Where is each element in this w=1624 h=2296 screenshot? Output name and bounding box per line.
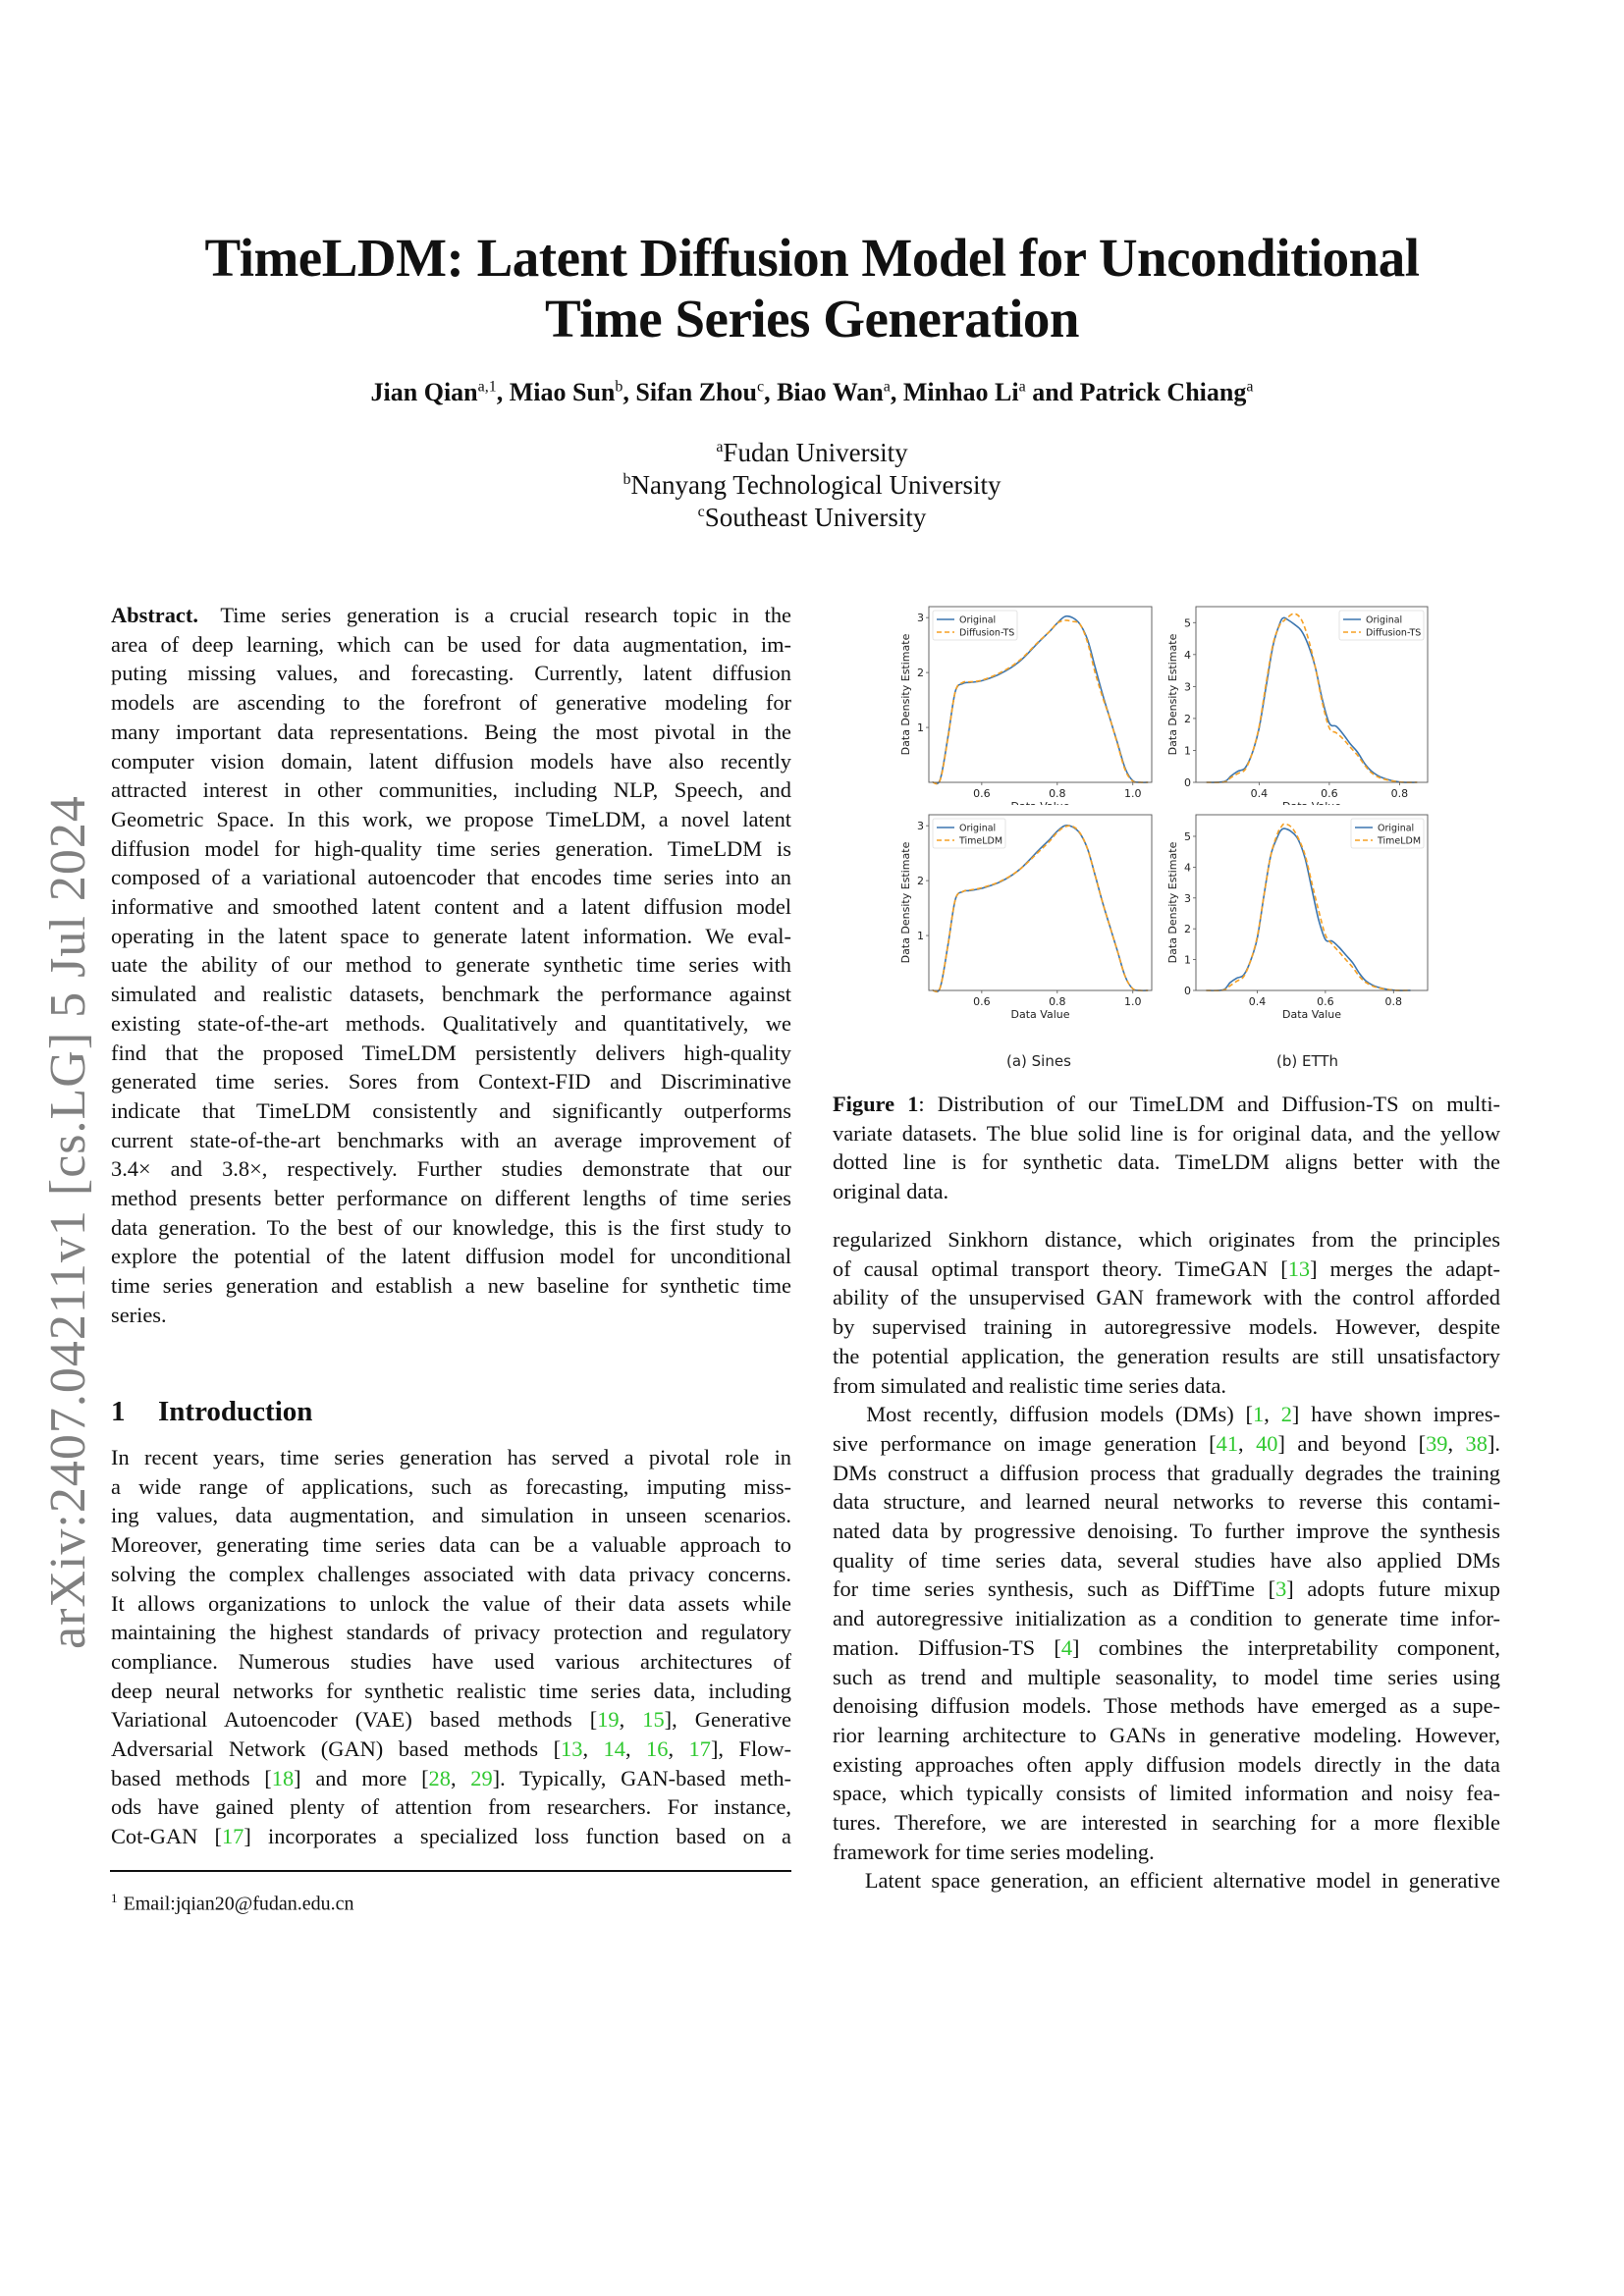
text-line: and autoregressive initialization as a condition to generate time infor- (833, 1606, 1500, 1631)
y-tick-label: 4 (1184, 861, 1191, 875)
x-tick-label: 1.0 (1124, 995, 1142, 1008)
y-tick-label: 5 (1184, 616, 1191, 630)
author-name: Minhao Li (902, 378, 1019, 406)
text-line: Latent space generation, an efficient alternative model in generative (833, 1868, 1500, 1894)
text-line: nated data by progressive denoising. To further improve the synthesis (833, 1519, 1500, 1543)
text-line: Moreover, generating time series data can be a valuable approach to (111, 1532, 791, 1558)
chart-svg (889, 805, 1159, 1021)
citation-link[interactable]: 18 (271, 1765, 295, 1790)
text-line: ing values, data augmentation, and simulation in unseen scenarios. (111, 1503, 791, 1528)
text-line: Adversarial Network (GAN) based methods [13, 14, 16, 17], Flow- (111, 1736, 791, 1761)
text-line: solving the complex challenges associated with data privacy concerns. (111, 1561, 791, 1586)
subcaption-etth: (b) ETTh (1276, 1052, 1339, 1070)
abstract-line: Geometric Space. In this work, we propose TimeLDM, a novel latent (111, 806, 791, 831)
abstract-line: uate the ability of our method to generate synthetic time series with (111, 952, 791, 978)
author-affiliation-mark: a (1018, 378, 1026, 396)
abstract-label: Abstract. (111, 603, 198, 627)
synthetic-series-line (1206, 824, 1410, 990)
abstract-line: indicate that TimeLDM consistently and significantly outperforms (111, 1097, 791, 1123)
author-affiliation-mark: a,1 (477, 378, 497, 396)
y-axis-label: Data Density Estimate (899, 633, 912, 756)
chart-svg (1159, 597, 1443, 808)
author-affiliation-mark: c (756, 378, 765, 396)
text-line: Most recently, diffusion models (DMs) [1, 2] have shown impres- (833, 1402, 1501, 1427)
x-tick-label: 0.6 (973, 995, 991, 1008)
text-line: mation. Diffusion-TS [4] combines the interpretability component, (833, 1634, 1500, 1660)
x-tick-label: 0.8 (1390, 787, 1409, 800)
legend-label: TimeLDM (959, 835, 1003, 847)
citation-link[interactable]: 38 (1465, 1430, 1488, 1456)
subcaption-sines: (a) Sines (1006, 1052, 1071, 1070)
y-tick-label: 4 (1184, 648, 1191, 662)
text-line: maintaining the highest standards of privacy protection and regulatory (111, 1620, 791, 1645)
y-tick-label: 2 (917, 667, 924, 680)
x-tick-label: 0.8 (1049, 787, 1066, 800)
author-name: Biao Wan (777, 378, 884, 406)
original-series-line (1207, 614, 1418, 782)
footnote-rule (110, 1870, 791, 1872)
y-tick-label: 1 (917, 930, 924, 943)
x-tick-label: 1.0 (1124, 787, 1142, 800)
caption-line: original data. (833, 1179, 949, 1204)
abstract-line: computer vision domain, latent diffusion models have also recently (111, 748, 791, 774)
chart-legend (1351, 819, 1424, 848)
citation-link[interactable]: 13 (561, 1736, 583, 1761)
citation-link[interactable]: 29 (470, 1765, 493, 1790)
citation-link[interactable]: 41 (1216, 1430, 1239, 1456)
citation-link[interactable]: 39 (1426, 1430, 1448, 1456)
caption-line: dotted line is for synthetic data. TimeLDM aligns better with the (833, 1149, 1500, 1175)
abstract-line: 3.4× and 3.8×, respectively. Further studies demonstrate that our (111, 1156, 791, 1182)
text-line: deep neural networks for synthetic realistic time series data, including (111, 1678, 791, 1703)
abstract-line: models are ascending to the forefront of generative modeling for (111, 690, 791, 716)
citation-link[interactable]: 17 (221, 1824, 244, 1849)
chart-svg (889, 597, 1159, 808)
citation-link[interactable]: 28 (428, 1765, 451, 1790)
text-line: framework for time series modeling. (833, 1839, 1155, 1864)
abstract-line: method presents better performance on different lengths of time series (111, 1186, 791, 1210)
author-name: Patrick Chiang (1079, 378, 1247, 406)
author-name: Miao Sun (509, 378, 616, 406)
text-line: based methods [18] and more [28, 29]. Typically, GAN-based meth- (111, 1765, 792, 1790)
chart-etth-diffusion-ts (1159, 597, 1443, 808)
x-axis-label: Data Value (1282, 1008, 1341, 1021)
x-tick-label: 0.4 (1250, 787, 1269, 800)
text-line: such as trend and multiple seasonality, to model time series using (833, 1664, 1500, 1689)
citation-link[interactable]: 14 (603, 1736, 625, 1761)
text-line: a wide range of applications, such as forecasting, imputing miss- (111, 1473, 791, 1499)
text-line: regularized Sinkhorn distance, which originates from the principles (833, 1227, 1500, 1252)
legend-label: Diffusion-TS (1366, 627, 1422, 639)
section-heading-introduction: 1 Introduction (111, 1396, 313, 1427)
x-tick-label: 0.4 (1248, 995, 1267, 1008)
author-affiliation-mark: a (1246, 378, 1254, 396)
x-tick-label: 0.6 (1317, 995, 1334, 1008)
chart-legend (933, 611, 1017, 640)
title-line-2: Time Series Generation (545, 289, 1079, 348)
title-line-1: TimeLDM: Latent Diffusion Model for Unconditional (204, 228, 1420, 288)
abstract-line: area of deep learning, which can be used for data augmentation, im- (111, 631, 791, 657)
legend-label: Original (1378, 823, 1415, 834)
author-affiliation-mark: a (883, 378, 891, 396)
chart-etth-timeldm (1159, 805, 1443, 1021)
text-line: quality of time series data, several studies have also applied DMs (833, 1547, 1500, 1573)
y-tick-label: 3 (1184, 680, 1191, 694)
text-line: Variational Autoencoder (VAE) based methods [19, 15], Generative (111, 1707, 791, 1733)
author-list: Jian Qian$^{a,1}$, Miao Sun$^b$, Sifan Zhou$^c$, Biao Wan$^a$, Minhao Li$^a$ and Patrick Chiang$^a$ (370, 378, 1254, 406)
y-tick-label: 5 (1184, 829, 1191, 843)
text-line: In recent years, time series generation has served a pivotal role in (111, 1445, 791, 1469)
arxiv-stamp: arXiv:2407.04211v1 [cs.LG] 5 Jul 2024 (40, 795, 96, 1649)
x-tick-label: 0.6 (1321, 787, 1338, 800)
abstract-line: data generation. To the best of our knowledge, this is the first study to (111, 1214, 791, 1240)
y-axis-label: Data Density Estimate (899, 841, 912, 964)
y-tick-label: 1 (917, 721, 924, 735)
text-line: of causal optimal transport theory. TimeGAN [13] merges the adapt- (833, 1255, 1500, 1281)
y-tick-label: 1 (1184, 744, 1191, 758)
text-line: by supervised training in autoregressive models. However, despite (833, 1314, 1500, 1340)
y-tick-label: 1 (1184, 953, 1191, 967)
chart-sines-timeldm (889, 805, 1159, 1021)
abstract-line: diffusion model for high-quality time series generation. TimeLDM is (111, 835, 791, 861)
text-line: rior learning architecture to GANs in generative modeling. However, (833, 1722, 1500, 1747)
legend-label: Original (959, 614, 997, 626)
y-tick-label: 2 (917, 875, 924, 888)
legend-label: Diffusion-TS (959, 627, 1015, 639)
abstract-line: puting missing values, and forecasting. Currently, latent diffusion (111, 661, 791, 686)
text-line: ods have gained plenty of attention from researchers. For instance, (111, 1794, 791, 1820)
abstract-line: simulated and realistic datasets, benchmark the performance against (111, 982, 791, 1007)
abstract-line: informative and smoothed latent content and a latent diffusion model (111, 894, 791, 919)
paper-title (0, 228, 1624, 349)
text-line: denoising diffusion models. Those methods have emerged as a supe- (833, 1693, 1500, 1719)
chart-sines-diffusion-ts (889, 597, 1159, 808)
abstract-line: explore the potential of the latent diffusion model for unconditional (111, 1244, 791, 1269)
author-name: Jian Qian (370, 378, 478, 406)
abstract-line: current state-of-the-art benchmarks with an average improvement of (111, 1127, 791, 1152)
citation-link[interactable]: 2 (1280, 1402, 1292, 1427)
text-line: DMs construct a diffusion process that gradually degrades the training (833, 1460, 1500, 1485)
citation-link[interactable]: 4 (1060, 1634, 1073, 1660)
text-line: It allows organizations to unlock the value of their data assets while (111, 1590, 791, 1616)
affiliation-b: $^b$Nanyang Technological University (623, 470, 1001, 500)
legend-label: Original (959, 823, 997, 834)
citation-link[interactable]: 40 (1256, 1430, 1278, 1456)
abstract-line: operating in the latent space to generate latent information. We eval- (111, 923, 791, 948)
synthetic-series-line (933, 823, 1148, 991)
affiliation-a: $^a$Fudan University (716, 438, 908, 467)
y-tick-label: 3 (917, 820, 924, 833)
text-line: existing approaches often apply diffusion models directly in the data (833, 1751, 1500, 1777)
citation-link[interactable]: 16 (646, 1736, 669, 1761)
y-tick-label: 0 (1184, 776, 1191, 789)
author-affiliation-mark: b (615, 378, 623, 396)
author-name: Sifan Zhou (635, 378, 757, 406)
x-axis-label: Data Value (1010, 1008, 1070, 1021)
citation-link[interactable]: 15 (642, 1707, 665, 1733)
y-tick-label: 3 (917, 612, 924, 625)
text-line: Cot-GAN [17] incorporates a specialized loss function based on a (111, 1824, 791, 1849)
text-line: sive performance on image generation [41, 40] and beyond [39, 38]. (833, 1430, 1500, 1456)
abstract-line: attracted interest in other communities, including NLP, Speech, and (111, 777, 791, 803)
text-line: for time series synthesis, such as DiffTime [3] adopts future mixup (833, 1576, 1500, 1602)
abstract-line: many important data representations. Being the most pivotal in the (111, 719, 791, 744)
original-series-line (1206, 828, 1410, 990)
text-line: ability of the unsupervised GAN framework with the control afforded (833, 1285, 1500, 1310)
text-line: compliance. Numerous studies have used various architectures of (111, 1648, 791, 1674)
y-tick-label: 0 (1184, 985, 1191, 997)
synthetic-series-line (933, 620, 1148, 784)
x-tick-label: 0.6 (973, 787, 991, 800)
y-axis-label: Data Density Estimate (1166, 633, 1179, 756)
y-axis-label: Data Density Estimate (1166, 841, 1179, 964)
abstract-line: time series generation and establish a new baseline for synthetic time (111, 1273, 791, 1299)
citation-link[interactable]: 3 (1275, 1576, 1287, 1602)
abstract-line: Abstract. Time series generation is a crucial research topic in the (111, 603, 791, 627)
figure-label: Figure 1 (833, 1092, 919, 1116)
abstract-line: series. (111, 1302, 167, 1327)
x-tick-label: 0.8 (1049, 995, 1066, 1008)
text-line: from simulated and realistic time series data. (833, 1372, 1227, 1398)
caption-line: variate datasets. The blue solid line is for original data, and the yellow (833, 1120, 1500, 1146)
citation-link[interactable]: 19 (597, 1707, 620, 1733)
abstract-line: find that the proposed TimeLDM persistently delivers high-quality (111, 1040, 791, 1065)
x-tick-label: 0.8 (1384, 995, 1403, 1008)
y-tick-label: 2 (1184, 712, 1191, 725)
abstract-line: existing state-of-the-art methods. Qualitatively and quantitatively, we (111, 1010, 791, 1036)
citation-link[interactable]: 13 (1287, 1255, 1311, 1281)
text-line: tures. Therefore, we are interested in searching for a more flexible (833, 1810, 1500, 1835)
text-line: space, which typically consists of limited information and noisy fea- (833, 1781, 1500, 1806)
chart-legend (933, 819, 1005, 848)
chart-svg (1159, 805, 1443, 1021)
footnote: $^1$ Email:jqian20@fudan.edu.cn (111, 1891, 354, 1915)
citation-link[interactable]: 1 (1253, 1402, 1265, 1427)
abstract-line: composed of a variational autoencoder that encodes time series into an (111, 865, 791, 890)
text-line: the potential application, the generation results are still unsatisfactory (833, 1343, 1500, 1368)
y-tick-label: 2 (1184, 923, 1191, 936)
legend-label: TimeLDM (1378, 835, 1422, 847)
text-line: data structure, and learned neural networks to reverse this contami- (833, 1489, 1500, 1515)
chart-legend (1339, 611, 1424, 640)
y-tick-label: 3 (1184, 891, 1191, 905)
legend-label: Original (1366, 614, 1403, 626)
original-series-line (933, 616, 1148, 784)
caption-line: Figure 1: Distribution of our TimeLDM and Diffusion-TS on multi- (833, 1092, 1500, 1116)
affiliation-c: $^c$Southeast University (697, 503, 927, 532)
abstract-line: generated time series. Sores from Context-FID and Discriminative (111, 1069, 791, 1095)
citation-link[interactable]: 17 (688, 1736, 711, 1761)
